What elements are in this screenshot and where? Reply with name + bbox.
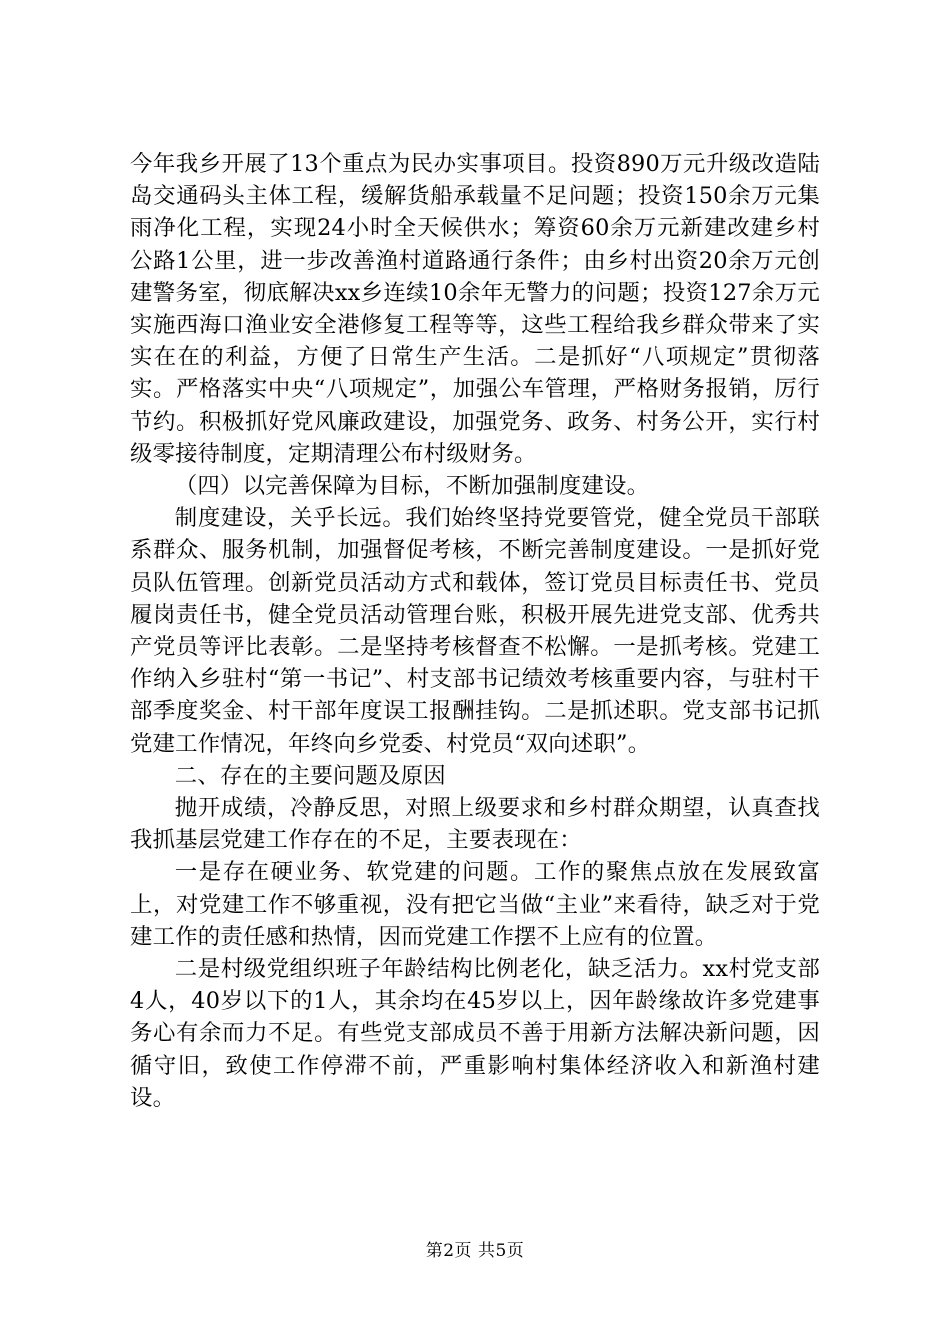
section-heading-system-building: （四）以完善保障为目标，不断加强制度建设。 (174, 473, 650, 500)
paragraph-problem-two: 二是村级党组织班子年龄结构比例老化，缺乏活力。xx村党支部4人，40岁以下的1人，其余均在45岁以上，因年龄缘故许多党建事务心有余而力不足。有些党支部成员不善于用新方法解决新问题，因循守旧，致使工作停滞不前，严重影响村集体经济收入和新渔村建设。 (130, 956, 820, 1111)
page-number-footer: 第2页 共5页 (425, 1241, 525, 1261)
paragraph-system-building: 制度建设，关乎长远。我们始终坚持党要管党，健全党员干部联系群众、服务机制，加强督促考核，不断完善制度建设。一是抓好党员队伍管理。创新党员活动方式和载体，签订党员目标责任书、党员履岗责任书，健全党员活动管理台账，积极开展先进党支部、优秀共产党员等评比表彰。二是坚持考核督查不松懈。一是抓考核。党建工作纳入乡驻村“第一书记”、村支部书记绩效考核重要内容，与驻村干部季度奖金、村干部年度误工报酬挂钩。二是抓述职。党支部书记抓党建工作情况，年终向乡党委、村党员“双向述职”。 (130, 505, 820, 757)
section-heading-problems: 二、存在的主要问题及原因 (174, 762, 446, 789)
paragraph-problem-one: 一是存在硬业务、软党建的问题。工作的聚焦点放在发展致富上，对党建工作不够重视，没有把它当做“主业”来看待，缺乏对于党建工作的责任感和热情，因而党建工作摆不上应有的位置。 (130, 859, 820, 950)
paragraph-projects: 今年我乡开展了13个重点为民办实事项目。投资890万元升级改造陆岛交通码头主体工程，缓解货船承载量不足问题；投资150余万元集雨净化工程，实现24小时全天候供水；筹资60余万元新建改建乡村公路1公里，进一步改善渔村道路通行条件；由乡村出资20余万元创建警务室，彻底解决xx乡连续10余年无警力的问题；投资127余万元实施西海口渔业安全港修复工程等等，这些工程给我乡群众带来了实实在在的利益，方便了日常生产生活。二是抓好“八项规定”贯彻落实。严格落实中央“八项规定”，加强公车管理，严格财务报销，厉行节约。积极抓好党风廉政建设，加强党务、政务、村务公开，实行村级零接待制度，定期清理公布村级财务。 (130, 151, 820, 467)
document-body (130, 148, 820, 1114)
paragraph-problems-intro: 抛开成绩，冷静反思，对照上级要求和乡村群众期望，认真查找我抓基层党建工作存在的不足，主要表现在： (130, 795, 820, 854)
